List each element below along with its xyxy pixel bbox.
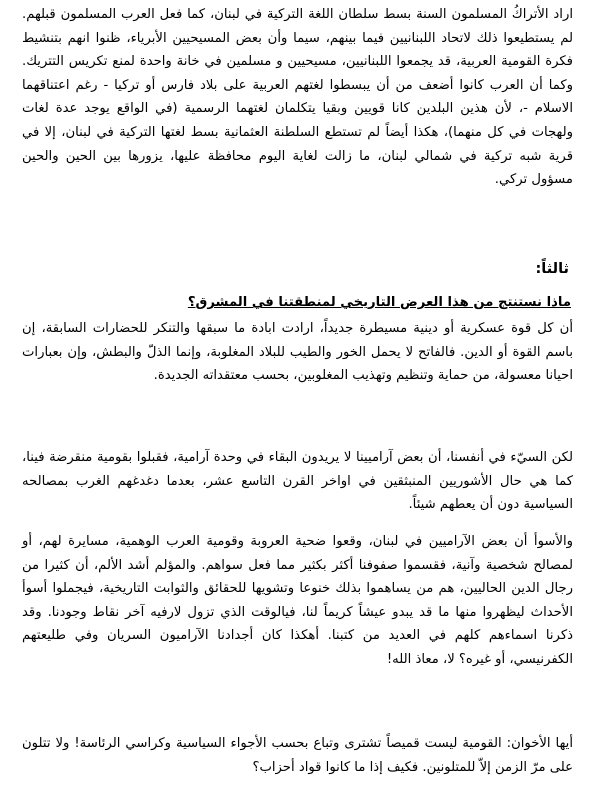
paragraph-arameans-assyrians: لكن السيّء في أنفسنا، أن بعض آراميينا لا يريدون البقاء في وحدة آرامية، فقبلوا بقومية منقرضة فينا، كما هي حال الأشوريين المنبثقين في اواخر القرن التاسع عشر، بعدما دغدغهم الغرب بمصالحه السياسية دون أن يعطهم شيئاً. [22,450,573,513]
paragraph-turkish-language: اراد الأتراكُ المسلمون السنة بسط سلطان اللغة التركية في لبنان، كما فعل العرب المسلمون قبلهم. لم يستطيعوا ذلك لاتحاد اللبنانيين فيما بينهم، سيما وأن بعض المسيحيين الأبرياء، ظنوا انهم بتنشيط فكرة القومية العربية، قد يجمعوا اللبنانيين، مسيحيين و مسلمين في خانة واحدة لمنع تكريس التتريك. وكما أن العرب كانوا أضعف من أن يبسطوا لغتهم العربية على بلاد فارس أو تركيا - رغم اعتناقهما الاسلام -، لأن هذين البلدين كانا قويين وبقيا يتكلمان لغتهما الرسمية (في الواقع يوجد عدة لغات ولهجات في كل منهما)، هكذا أيضاً لم تستطع السلطنة العثمانية بسط لغتها التركية في لبنان، إلا في قرية شبه تركية في شمالي لبنان، ما زالت لغاية اليوم محافظة عليها، يزورها بين الحين والحين مسؤول تركي. [22,7,573,188]
section-question: ماذا نستنتج من هذا العرض التاريخي لمنطقتنا في المشرق؟ [187,295,571,310]
paragraph-arameans-lebanon: والأسوأ أن بعض الآراميين في لبنان، وقعوا ضحية العروبة وقومية العرب الوهمية، مسايرة لهم، أو لمصالح شخصية وآنية، فقسموا صفوفنا أكثر بكثير مما فعل سواهم. والمؤلم أشد الألم، أن كثيرا من رجال الدين الحاليين، هم من يساهموا بذلك خنوعا وتشويها للحقائق والثوابت التاريخية، فيجملوا أسوأ الأحداث ليظهروا منها ما قد يبدو عيشاً كريماً لنا، فيالوقت الذي تزول لارفيه آخر نقاط وجودنا. وقد ذكرنا اسماءهم كلهم في العديد من كتبنا. أهكذا كان أجدادنا الآراميون السريان وفي طليعتهم الكفرنيسي، أو غيره؟ لا، معاذ الله! [22,534,573,667]
section-heading-third: ثالثاً: [535,261,569,277]
paragraph-conquering-powers: أن كل قوة عسكرية أو دينية مسيطرة جديداً، ارادت ابادة ما سبقها والتنكر للحضارات السابقة، إن باسم القوة أو الدين. فالفاتح لا يحمل الخور والطيب للبلاد المغلوبة، وإنما الذلّ والبطش، وإن بعبارات احيانا معسولة، من حماية وتنظيم وتهذيب المغلوبين، بحسب معتقداته الجديدة. [22,321,573,384]
paragraph-brothers-nationalism: أيها الأخوان: القومية ليست قميصاً تشترى وتباع بحسب الأجواء السياسية وكراسي الرئاسة! ولا تتلون على مرّ الزمن إلاّ للمتلونين. فكيف إذا ما كانوا قواد أحزاب؟ [22,736,573,775]
